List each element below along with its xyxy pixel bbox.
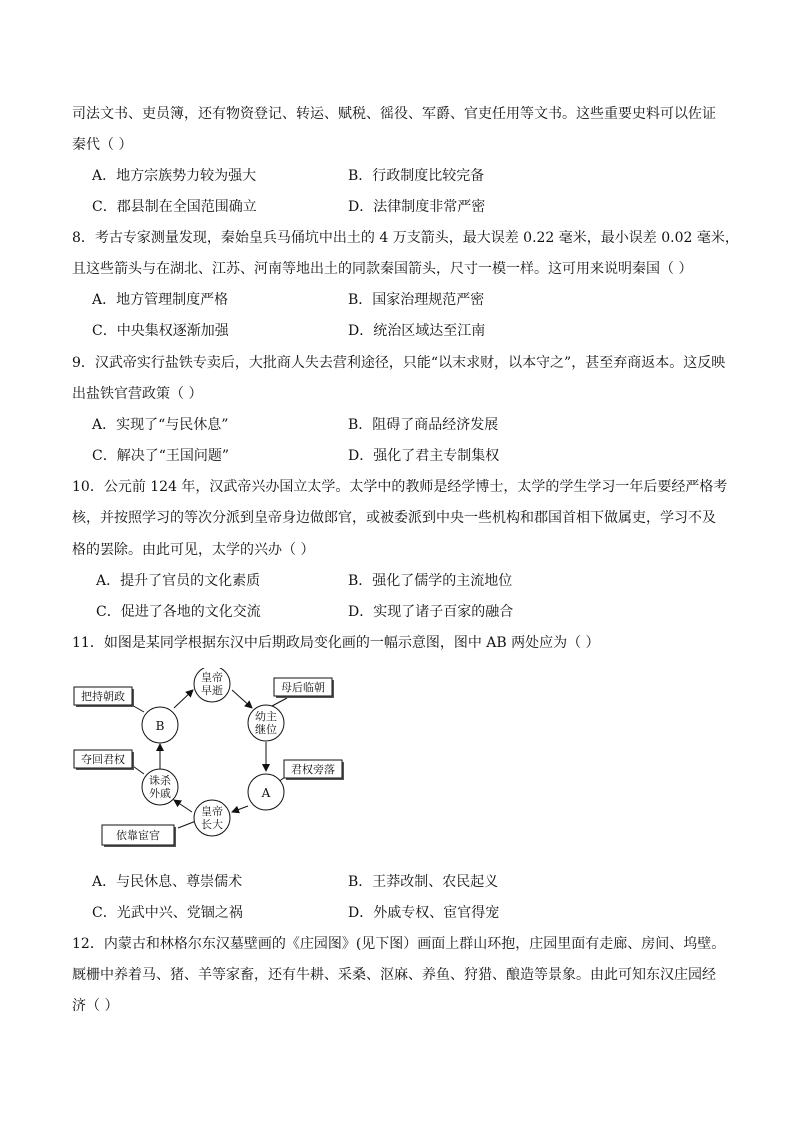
option-d[interactable]: D．强化了君主专制集权 xyxy=(348,448,500,464)
question-text: 济（ ） xyxy=(72,998,119,1014)
option-d[interactable]: D．统治区域达至江南 xyxy=(348,323,486,339)
arrow-bottom-to-left xyxy=(174,800,192,812)
circle-label: 继位 xyxy=(255,723,277,736)
box-label: 夺回君权 xyxy=(81,753,125,766)
question-text: 12．内蒙古和林格尔东汉墓壁画的《庄园图》(见下图）画面上群山环抱，庄园里面有走廊、房间、坞壁。 xyxy=(72,936,726,952)
option-c[interactable]: C．郡县制在全国范围确立 xyxy=(92,199,257,215)
arrow-a-to-bottom xyxy=(232,806,248,812)
option-d[interactable]: D．实现了诸子百家的融合 xyxy=(348,604,514,620)
option-d[interactable]: D．外戚专权、宦官得宠 xyxy=(348,905,500,921)
circle-label: 幼主 xyxy=(255,710,277,723)
circle-label: 诛杀 xyxy=(149,774,171,787)
option-c[interactable]: C．促进了各地的文化交流 xyxy=(96,604,261,620)
question-text: 且这些箭头与在湖北、江苏、河南等地出土的同款秦国箭头，尺寸一模一样。这可用来说明秦国（ ） xyxy=(72,261,693,277)
option-c[interactable]: C．光武中兴、党锢之祸 xyxy=(92,905,243,921)
option-b[interactable]: B．行政制度比较完备 xyxy=(348,168,485,184)
box-label: 母后临朝 xyxy=(281,681,325,694)
connector-line xyxy=(272,698,287,706)
option-a[interactable]: A．地方宗族势力较为强大 xyxy=(92,168,257,184)
option-a[interactable]: A．实现了“与民休息” xyxy=(92,417,229,433)
option-a[interactable]: A．提升了官员的文化素质 xyxy=(96,573,261,589)
question-text: 司法文书、吏员簿，还有物资登记、转运、赋税、徭役、军爵、官吏任用等文书。这些重要史料可以佐证 xyxy=(72,106,716,122)
circle-label-b: B xyxy=(155,719,165,733)
option-c[interactable]: C．解决了“王国问题” xyxy=(92,448,230,464)
option-b[interactable]: B．阻碍了商品经济发展 xyxy=(348,417,499,433)
circle-label: 早逝 xyxy=(201,684,223,697)
question-text: 厩栅中养着马、猪、羊等家畜，还有牛耕、采桑、沤麻、养鱼、狩猎、酿造等景象。由此可知东汉庄园经 xyxy=(72,967,716,983)
arrow-top-to-right xyxy=(232,690,252,708)
option-b[interactable]: B．王莽改制、农民起义 xyxy=(348,874,499,890)
circle-label: 皇帝 xyxy=(201,671,223,684)
option-c[interactable]: C．中央集权逐渐加强 xyxy=(92,323,229,339)
option-a[interactable]: A．与民休息、尊崇儒术 xyxy=(92,874,243,890)
arrow-b-to-top xyxy=(174,690,193,708)
box-label: 把持朝政 xyxy=(81,690,125,703)
question-text: 8．考古专家测量发现，秦始皇兵马俑坑中出土的 4 万支箭头，最大误差 0.22 毫米，最小误差 0.02 毫米， xyxy=(72,230,739,246)
question-text: 核，并按照学习的等次分派到皇帝身边做郎官，或被委派到中央一些机构和郡国首相下做属吏，学习不及 xyxy=(72,510,716,526)
question-text: 11．如图是某同学根据东汉中后期政局变化画的一幅示意图，图中 AB 两处应为（ ） xyxy=(72,635,600,651)
question-text: 秦代（ ） xyxy=(72,137,133,153)
question-text: 10．公元前 124 年，汉武帝兴办国立太学。太学中的教师是经学博士，太学的学生学习一年后要经严格考 xyxy=(72,479,728,495)
option-b[interactable]: B．强化了儒学的主流地位 xyxy=(348,573,513,589)
box-label: 依靠宦官 xyxy=(116,829,160,842)
question-text: 出盐铁官营政策（ ） xyxy=(72,386,203,402)
question-text: 格的罢除。由此可见，太学的兴办（ ） xyxy=(72,542,315,558)
option-a[interactable]: A．地方管理制度严格 xyxy=(92,292,229,308)
question-text: 9．汉武帝实行盐铁专卖后，大批商人失去营利途径，只能“以末求财，以本守之”，甚至弃商返本。这反映 xyxy=(72,355,726,371)
box-label: 君权旁落 xyxy=(291,763,335,776)
circle-label: 外戚 xyxy=(149,787,171,800)
option-d[interactable]: D．法律制度非常严密 xyxy=(348,199,486,215)
circle-label: 长大 xyxy=(201,818,223,831)
circle-label-a: A xyxy=(261,786,271,800)
circle-label: 皇帝 xyxy=(201,805,223,818)
option-b[interactable]: B．国家治理规范严密 xyxy=(348,292,485,308)
political-cycle-diagram xyxy=(72,668,372,858)
connector-line xyxy=(178,821,196,828)
